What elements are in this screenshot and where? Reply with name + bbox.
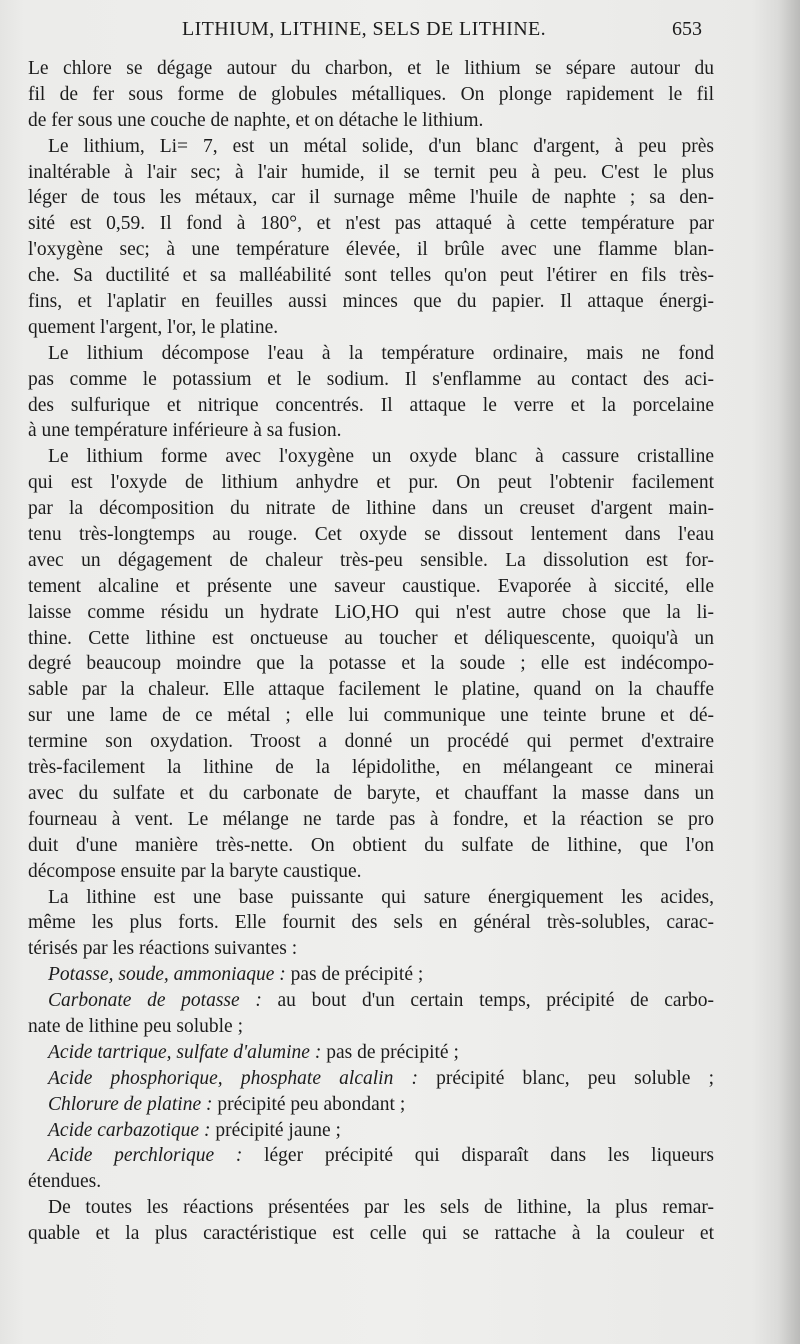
text-line: avec un dégagement de chaleur très-peu sensible. La dissolution est for- — [28, 549, 714, 571]
text-line: quable et la plus caractéristique est celle qui se rattache à la couleur et — [28, 1223, 714, 1245]
page-edge-shadow — [778, 0, 800, 1344]
text-line: fourneau à vent. Le mélange ne tarde pas à fondre, et la réaction se pro — [28, 808, 714, 830]
text-line: Le lithium, Li= 7, est un métal solide, d'un blanc d'argent, à peu près — [48, 135, 714, 157]
reaction-line: Acide phosphorique, phosphate alcalin : précipité blanc, peu soluble ; — [48, 1067, 715, 1089]
text-line: de fer sous une couche de naphte, et on détache le lithium. — [28, 109, 484, 131]
text-line: avec du sulfate et du carbonate de baryte, et chauffant la masse dans un — [28, 782, 714, 804]
text-line: che. Sa ductilité et sa malléabilité sont telles qu'on peut l'étirer en fils très- — [28, 265, 714, 287]
reaction-line: Acide perchlorique : léger précipité qui disparaît dans les liqueurs — [48, 1145, 715, 1167]
text-line: De toutes les réactions présentées par les sels de lithine, la plus remar- — [48, 1197, 714, 1219]
reaction-line: Carbonate de potasse : au bout d'un certain temps, précipité de carbo- — [48, 990, 715, 1012]
text-line: sable par la chaleur. Elle attaque facilement le platine, quand on la chauffe — [28, 679, 714, 701]
reagent-name: Carbonate de potasse : — [48, 990, 262, 1012]
running-title: LITHIUM, LITHINE, SELS DE LITHINE. — [182, 18, 547, 40]
text-line: termine son oxydation. Troost a donné un procédé qui permet d'extraire — [28, 731, 714, 753]
text-line: quement l'argent, l'or, le platine. — [28, 316, 279, 338]
reagent-name: Acide carbazotique : — [48, 1119, 211, 1141]
text-line: des sulfurique et nitrique concentrés. Il attaque le verre et la porcelaine — [28, 394, 714, 416]
reagent-name: Acide tartrique, sulfate d'alumine : — [48, 1041, 322, 1063]
text-line: tement alcaline et présente une saveur caustique. Evaporée à siccité, elle — [28, 575, 714, 597]
reagent-name: Chlorure de platine : — [48, 1093, 213, 1115]
text-line: même les plus forts. Elle fournit des sels en général très-solubles, carac- — [28, 912, 714, 934]
text-line: étendues. — [28, 1171, 102, 1193]
reaction-line: Chlorure de platine : précipité peu abondant ; — [48, 1093, 406, 1115]
text-line: duit d'une manière très-nette. On obtient du sulfate de lithine, que l'on — [28, 834, 714, 856]
text-line: pas comme le potassium et le sodium. Il s'enflamme au contact des aci- — [28, 368, 714, 390]
text-line: nate de lithine peu soluble ; — [28, 1015, 243, 1037]
text-line: La lithine est une base puissante qui sature énergiquement les acides, — [48, 886, 714, 908]
text-line: Le chlore se dégage autour du charbon, et le lithium se sépare autour du — [28, 58, 714, 79]
text-line: léger de tous les métaux, car il surnage même l'huile de naphte ; sa den- — [28, 187, 714, 209]
text-line: Le lithium décompose l'eau à la température ordinaire, mais ne fond — [48, 342, 714, 364]
text-line: fins, et l'aplatir en feuilles aussi minces que du papier. Il attaque énergi- — [28, 291, 714, 313]
reaction-line: Acide carbazotique : précipité jaune ; — [48, 1119, 341, 1141]
page-number: 653 — [672, 18, 702, 40]
reaction-line: Acide tartrique, sulfate d'alumine : pas de précipité ; — [48, 1041, 459, 1063]
text-line: tenu très-longtemps au rouge. Cet oxyde se dissout lentement dans l'eau — [28, 524, 714, 546]
text-line: par la décomposition du nitrate de lithine dans un creuset d'argent main- — [28, 498, 714, 520]
text-line: térisés par les réactions suivantes : — [28, 938, 298, 960]
text-line: qui est l'oxyde de lithium anhydre et pur. On peut l'obtenir facilement — [28, 472, 714, 494]
text-line: degré beaucoup moindre que la potasse et la soude ; elle est indécompo- — [28, 653, 714, 675]
reagent-name: Acide perchlorique : — [48, 1145, 243, 1167]
text-line: à une température inférieure à sa fusion. — [28, 420, 342, 442]
body-text — [28, 56, 714, 1247]
text-line: laisse comme résidu un hydrate LiO,HO qui n'est autre chose que la li- — [28, 601, 714, 623]
text-line: thine. Cette lithine est onctueuse au toucher et déliquescente, quoiqu'à un — [28, 627, 714, 649]
reagent-name: Acide phosphorique, phosphate alcalin : — [48, 1067, 418, 1089]
reaction-line: Potasse, soude, ammoniaque : pas de précipité ; — [48, 964, 424, 986]
text-line: décompose ensuite par la baryte caustique. — [28, 860, 362, 882]
text-line: sité est 0,59. Il fond à 180°, et n'est pas attaqué à cette température par — [28, 213, 714, 235]
page-header — [0, 18, 800, 48]
text-line: très-facilement la lithine de la lépidolithe, en mélangeant ce minerai — [28, 757, 714, 779]
text-line: inaltérable à l'air sec; à l'air humide, il se ternit peu à peu. C'est le plus — [28, 161, 714, 183]
reagent-name: Potasse, soude, ammoniaque : — [48, 964, 286, 986]
text-line: Le lithium forme avec l'oxygène un oxyde blanc à cassure cristalline — [48, 446, 714, 468]
text-line: sur une lame de ce métal ; elle lui communique une teinte brune et dé- — [28, 705, 714, 727]
text-line: l'oxygène sec; à une température élevée, il brûle avec une flamme blan- — [28, 239, 714, 261]
text-line: fil de fer sous forme de globules métalliques. On plonge rapidement le fil — [28, 83, 714, 105]
